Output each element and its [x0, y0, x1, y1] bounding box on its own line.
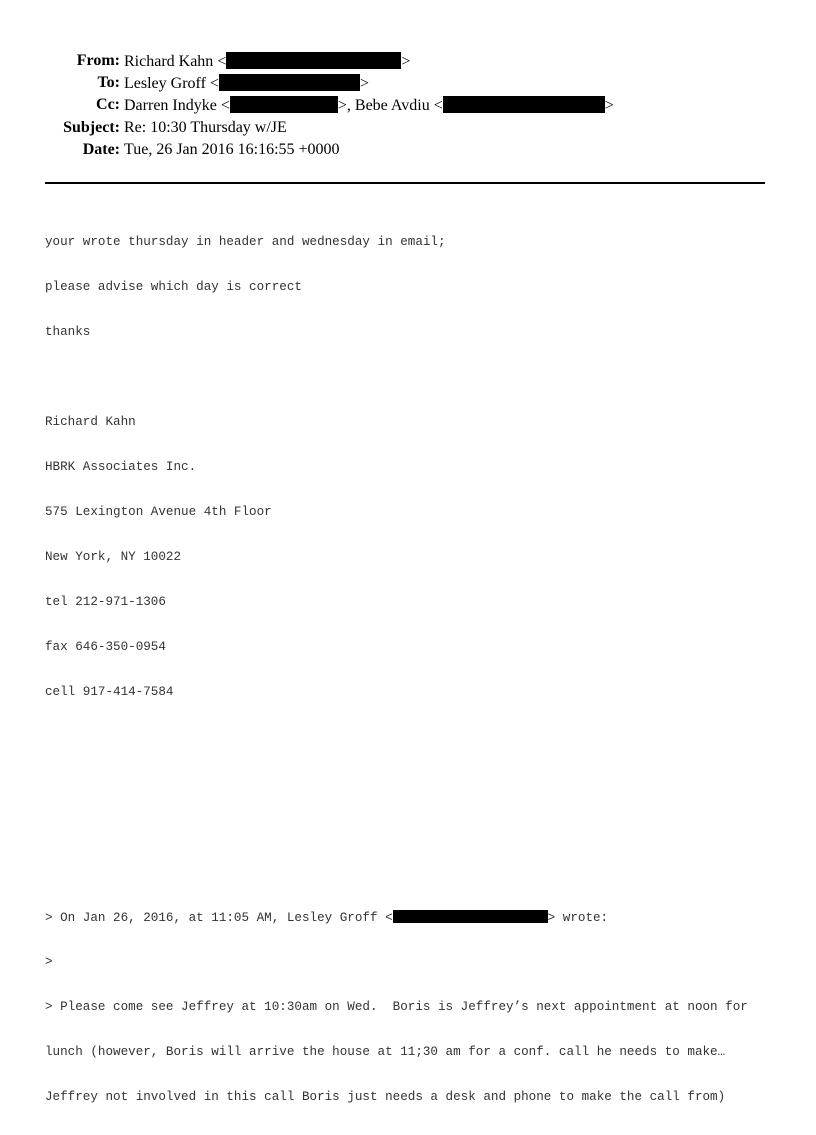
quote-intro-text: > On Jan 26, 2016, at 11:05 AM, Lesley Groff < [45, 911, 393, 925]
to-open-bracket: < [209, 75, 219, 93]
subject-value: Re: 10:30 Thursday w/JE [124, 118, 287, 136]
quote-intro [45, 910, 785, 925]
signature-tel: tel 212-971-1306 [45, 595, 166, 609]
signature-city: New York, NY 10022 [45, 550, 182, 564]
subject-label: Subject: [63, 118, 120, 136]
redacted-email [393, 910, 548, 923]
email-body [45, 205, 785, 1135]
from-close-bracket: > [401, 53, 411, 70]
from-row [0, 52, 816, 74]
signature-cell: cell 917-414-7584 [45, 685, 174, 699]
header-divider [45, 182, 765, 184]
from-value [124, 52, 410, 71]
body-line: thanks [45, 325, 91, 339]
quote-intro-suffix: > wrote: [547, 911, 609, 925]
redacted-email [443, 96, 605, 113]
cc-open-bracket-2: < [433, 97, 443, 115]
body-line [45, 370, 785, 385]
cc-row [0, 96, 816, 118]
date-label: Date: [82, 140, 120, 158]
cc-name-1: Darren Indyke [124, 97, 217, 115]
quoted-line: lunch (however, Boris will arrive the house at 11;30 am for a conf. call he needs to make… [45, 1045, 726, 1059]
cc-name-2: Bebe Avdiu [354, 97, 430, 115]
quote-blank: > [45, 955, 53, 969]
to-close-bracket: > [359, 75, 369, 93]
cc-label: Cc: [96, 96, 120, 114]
from-open-bracket: < [217, 53, 227, 70]
body-line: your wrote thursday in header and wednesday in email; [45, 235, 446, 249]
signature-company: HBRK Associates Inc. [45, 460, 197, 474]
to-value [124, 74, 369, 93]
from-name: Richard Kahn [124, 53, 214, 70]
cc-open-bracket-1: < [220, 97, 230, 115]
quoted-line: > Please come see Jeffrey at 10:30am on Wed. Boris is Jeffrey’s next appointment at noon for [45, 1000, 748, 1014]
body-line: please advise which day is correct [45, 280, 302, 294]
redacted-email [226, 52, 401, 69]
from-label: From: [76, 52, 120, 69]
to-row [0, 74, 816, 96]
cc-close-bracket-2: > [604, 97, 614, 115]
signature-fax: fax 646-350-0954 [45, 640, 166, 654]
subject-row [0, 119, 816, 141]
signature-address: 575 Lexington Avenue 4th Floor [45, 505, 272, 519]
email-header [0, 52, 816, 163]
cc-value [124, 96, 614, 115]
date-value: Tue, 26 Jan 2016 16:16:55 +0000 [124, 140, 340, 158]
to-label: To: [97, 74, 120, 92]
redacted-email [219, 74, 360, 91]
quoted-line: Jeffrey not involved in this call Boris just needs a desk and phone to make the call from) [45, 1090, 726, 1104]
signature-name: Richard Kahn [45, 415, 136, 429]
redacted-email [230, 96, 338, 113]
date-row [0, 141, 816, 163]
cc-close-bracket-1: >, [337, 97, 355, 115]
to-name: Lesley Groff [124, 75, 206, 93]
